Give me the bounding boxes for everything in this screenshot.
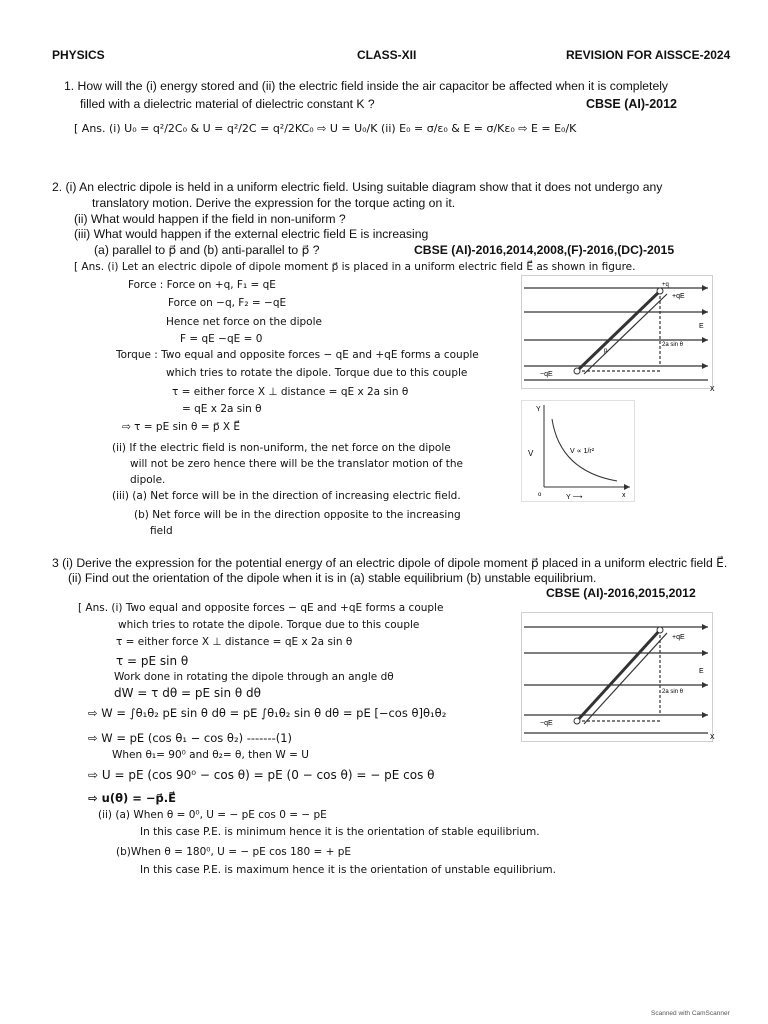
fig1-plus-qE: +qE	[672, 293, 685, 300]
q2-ans-10: (ii) If the electric field is non-uniform, the net force on the dipole	[112, 442, 451, 454]
q2-ans-3: Hence net force on the dipole	[166, 316, 322, 328]
q2-ans-0: [ Ans. (i) Let an electric dipole of dipole moment p⃗ is placed in a uniform electric field E⃗ as shown in figure.	[74, 261, 636, 273]
q3-source: CBSE (AI)-2016,2015,2012	[546, 586, 696, 600]
fig1-minus-qE: −qE	[540, 371, 553, 378]
q2-line3: (ii) What would happen if the field in non-uniform ?	[74, 212, 346, 226]
q1-line1: 1. How will the (i) energy stored and (ii) the electric field inside the air capacitor be affected when it is completely	[64, 79, 669, 93]
fig1-2asin: 2a sin θ	[662, 342, 684, 348]
q3-ans-3: τ = pE sin θ	[116, 654, 189, 668]
q3-ans-5: dW = τ dθ = pE sin θ dθ	[114, 686, 261, 700]
fig1-q-plus: +q	[662, 282, 669, 288]
q2-source: CBSE (AI)-2016,2014,2008,(F)-2016,(DC)-2015	[414, 243, 675, 257]
fig2-E: E	[699, 668, 704, 675]
header-title: REVISION FOR AISSCE-2024	[566, 48, 731, 62]
q2-ans-12: dipole.	[130, 474, 166, 486]
fig1-x: x	[710, 383, 715, 393]
scanner-watermark: Scanned with CamScanner	[651, 1010, 730, 1017]
q1-line2: filled with a dielectric material of dielectric constant K ?	[80, 97, 375, 111]
q3-line1: 3 (i) Derive the expression for the potential energy of an electric dipole of dipole moment p⃗ placed in a uniform electric field E⃗.	[52, 556, 728, 570]
q3-ans-11: (ii) (a) When θ = 0⁰, U = − pE cos 0 = − pE	[98, 809, 327, 821]
graph-rel: V ∝ 1/r²	[570, 448, 595, 455]
header-class: CLASS-XII	[357, 48, 417, 62]
q3-ans-0: [ Ans. (i) Two equal and opposite forces − qE and +qE forms a couple	[78, 602, 444, 614]
graph-x: x	[622, 492, 626, 499]
q1-answer: [ Ans. (i) U₀ = q²/2C₀ & U = q²/2C = q²/2KC₀ ⇨ U = U₀/K (ii) E₀ = σ/ε₀ & E = σ/Kε₀ ⇨ E = E₀/K	[74, 122, 577, 135]
q2-ans-11: will not be zero hence there will be the translator motion of the	[130, 458, 463, 470]
q2-line5: (a) parallel to p⃗ and (b) anti-parallel to p⃗ ?	[94, 243, 320, 257]
q3-ans-6: ⇨ W = ∫θ₁θ₂ pE sin θ dθ = pE ∫θ₁θ₂ sin θ dθ = pE [−cos θ]θ₁θ₂	[88, 706, 447, 720]
q2-ans-7: τ = either force X ⊥ distance = qE x 2a sin θ	[172, 386, 409, 398]
q2-ans-6: which tries to rotate the dipole. Torque due to this couple	[166, 367, 468, 379]
q2-ans-2: Force on −q, F₂ = −qE	[168, 297, 287, 309]
fig1-E: E	[699, 323, 704, 330]
graph-V: V	[528, 449, 534, 458]
q3-ans-2: τ = either force X ⊥ distance = qE x 2a sin θ	[116, 636, 353, 648]
q3-ans-7: ⇨ W = pE (cos θ₁ − cos θ₂) -------(1)	[88, 731, 293, 745]
graph-arrow: Y ⟶	[566, 494, 583, 501]
q3-ans-1: which tries to rotate the dipole. Torque due to this couple	[118, 619, 420, 631]
q3-ans-4: Work done in rotating the dipole through an angle dθ	[114, 671, 394, 683]
fig2-x: x	[710, 731, 715, 741]
q2-ans-14: (b) Net force will be in the direction opposite to the increasing	[134, 509, 461, 521]
q2-ans-1: Force : Force on +q, F₁ = qE	[128, 279, 276, 291]
q3-ans-14: In this case P.E. is maximum hence it is the orientation of unstable equilibrium.	[140, 864, 556, 876]
q2-ans-9: ⇨ τ = pE sin θ = p⃗ X E⃗	[122, 421, 241, 433]
fig1-p: p	[604, 348, 608, 354]
q2-line2: translatory motion. Derive the expression for the torque acting on it.	[92, 196, 456, 210]
q3-ans-13: (b)When θ = 180⁰, U = − pE cos 180 = + pE	[116, 846, 352, 858]
q2-ans-15: field	[150, 525, 173, 537]
q2-ans-4: F = qE −qE = 0	[180, 333, 263, 345]
q2-ans-5: Torque : Two equal and opposite forces − qE and +qE forms a couple	[116, 349, 479, 361]
potential-graph	[521, 400, 635, 502]
fig2-plus-qE: +qE	[672, 634, 685, 641]
graph-Y: Y	[536, 406, 541, 413]
header-subject: PHYSICS	[52, 48, 105, 62]
q2-ans-13: (iii) (a) Net force will be in the direction of increasing electric field.	[112, 490, 461, 502]
fig2-2asin: 2a sin θ	[662, 689, 684, 695]
q3-line2: (ii) Find out the orientation of the dipole when it is in (a) stable equilibrium (b) unstable equilibrium.	[68, 571, 597, 585]
fig2-minus-qE: −qE	[540, 720, 553, 727]
q2-ans-8: = qE x 2a sin θ	[182, 403, 262, 415]
dipole-figure-1	[521, 275, 713, 389]
q2-line1: 2. (i) An electric dipole is held in a uniform electric field. Using suitable diagram show that it does not undergo any	[52, 180, 663, 194]
graph-o: o	[538, 492, 542, 498]
q1-source: CBSE (AI)-2012	[586, 97, 677, 111]
q3-ans-9: ⇨ U = pE (cos 90⁰ − cos θ) = pE (0 − cos θ) = − pE cos θ	[88, 768, 435, 782]
q3-ans-10: ⇨ u(θ) = −p⃗.E⃗	[88, 791, 176, 805]
q2-line4: (iii) What would happen if the external electric field E is increasing	[74, 227, 429, 241]
q3-ans-8: When θ₁= 90⁰ and θ₂= θ, then W = U	[112, 749, 309, 761]
q3-ans-12: In this case P.E. is minimum hence it is the orientation of stable equilibrium.	[140, 826, 540, 838]
dipole-figure-2	[521, 612, 713, 742]
